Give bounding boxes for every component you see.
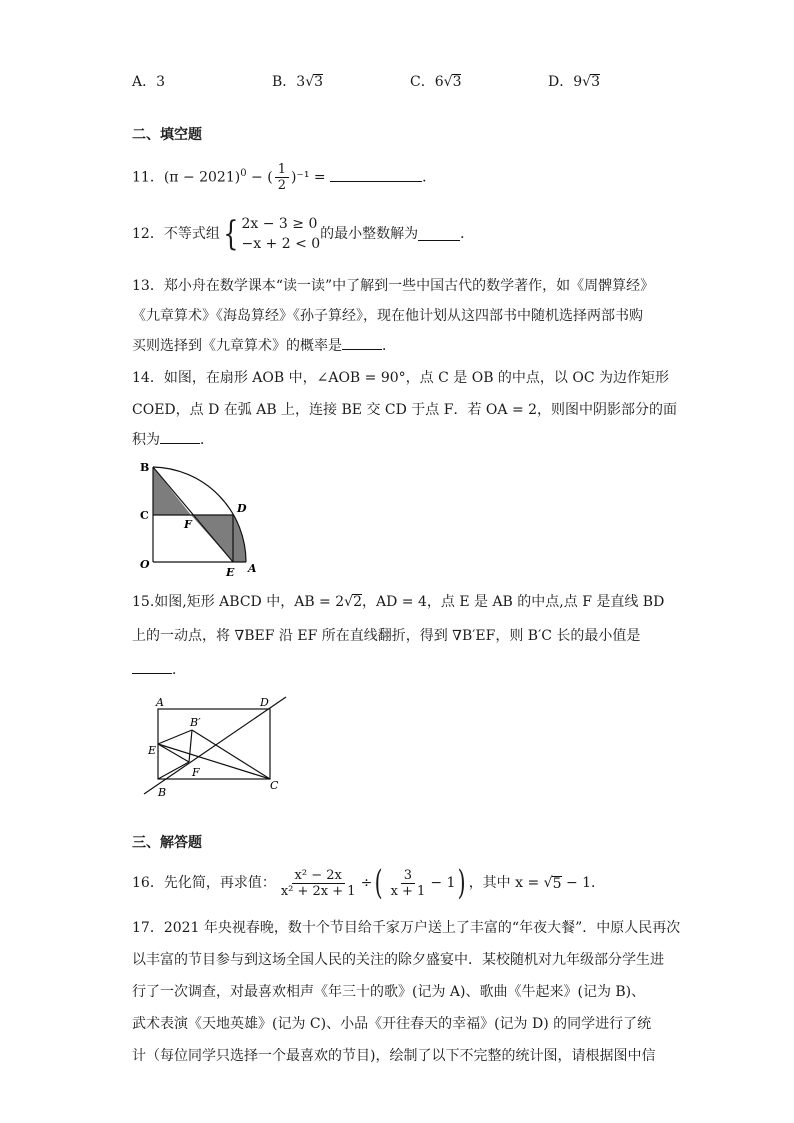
label-d: D	[237, 502, 247, 515]
answer-blank-15[interactable]	[132, 661, 172, 674]
segment-b-prime-f	[189, 730, 192, 762]
rectangle-figure	[138, 692, 298, 804]
label-e: E	[226, 566, 235, 579]
question-17-line4: 武术表演《天地英雄》(记为 C)、小品《开往春天的幸福》(记为 D) 的同学进行了统	[132, 1016, 652, 1032]
answer-blank-11[interactable]	[330, 169, 422, 182]
question-12: 12．不等式组{ 2x − 3 ≥ 0 −x + 2 < 0 的最小整数解为 ．	[132, 214, 475, 254]
question-15-line2: 上的一动点，将 ∇BEF 沿 EF 所在直线翻折，得到 ∇B′EF，则 B′C 长的最小值是	[132, 628, 641, 644]
fraction-expression-2: $\frac{3}{x + 1}$	[390, 867, 426, 899]
question-15-line1: 15.如图,矩形 ABCD 中，AB = 2√2，AD = 4，点 E 是 AB 的中点,点 F 是直线 BD	[132, 594, 665, 610]
fraction-one-half: $\frac{1}{2}$	[275, 162, 289, 193]
label-c: C	[140, 509, 149, 522]
choice-b: B．3√3	[272, 74, 324, 90]
question-13-line1: 13．郑小舟在数学课本“读一读”中了解到一些中国古代的数学著作，如《周髀算经》	[132, 278, 655, 294]
label-e: E	[148, 744, 157, 757]
answer-blank-12[interactable]	[418, 228, 460, 241]
choice-c: C．6√3	[410, 74, 462, 90]
sector-figure	[136, 460, 266, 580]
label-b: B	[140, 461, 150, 474]
label-c: C	[270, 779, 279, 792]
label-b-prime: B′	[190, 716, 201, 729]
answer-blank-14[interactable]	[160, 431, 200, 444]
label-a: A	[156, 696, 164, 709]
question-14-line1: 14．如图，在扇形 AOB 中，∠AOB = 90°，点 C 是 OB 的中点，以 OC 为边作矩形	[132, 370, 670, 386]
label-d: D	[260, 696, 269, 709]
segment-bf	[158, 762, 189, 779]
question-13-line3: 买则选择到《九章算术》的概率是 ．	[132, 338, 396, 354]
label-a: A	[248, 562, 257, 575]
question-15-line3: ．	[132, 660, 186, 680]
question-17-line3: 行了一次调查，对最喜欢相声《年三十的歌》(记为 A)、歌曲《牛起来》(记为 B)、	[132, 984, 646, 1000]
choice-d: D．9√3	[548, 74, 600, 90]
fraction-expression-1: $\frac{\text{x² − 2x}}{\text{x² + 2x + 1}}$	[280, 867, 356, 899]
question-14-line2: COED，点 D 在弧 AB 上，连接 BE 交 CD 于点 F．若 OA = 2，则图中阴影部分的面	[132, 402, 678, 418]
label-f: F	[192, 766, 200, 779]
question-17-line2: 以丰富的节目参与到这场全国人民的关注的除夕盛宴中．某校随机对九年级部分学生进	[132, 952, 664, 968]
question-11: 11．$(\pi - 2021)^0$ − ( $\frac{1}{2}$ )⁻¹ = ．	[132, 162, 437, 193]
segment-ef	[158, 744, 189, 762]
section-title-solutions: 三、解答题	[132, 835, 202, 851]
segment-eb-prime	[158, 730, 192, 744]
question-16: 16．先化简，再求值： $\frac{\text{x² − 2x}}{\text{x² + 2x + 1}}$ ÷( $\frac{3}{x + 1}$ − 1) ，其中 x = √5 − 1．	[132, 863, 606, 903]
segment-ec	[158, 744, 270, 779]
question-17-line5: 计（每位同学只选择一个最喜欢的节目)，绘制了以下不完整的统计图，请根据图中信	[132, 1048, 656, 1064]
answer-blank-13[interactable]	[342, 337, 382, 350]
section-title-fill-blank: 二、填空题	[132, 127, 202, 143]
question-14-line3: 积为 ．	[132, 432, 214, 448]
choice-a: A．3	[132, 74, 166, 90]
label-b: B	[158, 786, 167, 799]
question-13-line2: 《九章算术》《海岛算经》《孙子算经》，现在他计划从这四部书中随机选择两部书购	[132, 308, 643, 324]
question-17-line1: 17．2021 年央视春晚，数十个节目给千家万户送上了丰富的“年夜大餐”．中原人民再次	[132, 920, 681, 936]
label-o: O	[140, 558, 150, 571]
label-f: F	[184, 518, 192, 531]
segment-b-prime-c	[192, 730, 270, 779]
